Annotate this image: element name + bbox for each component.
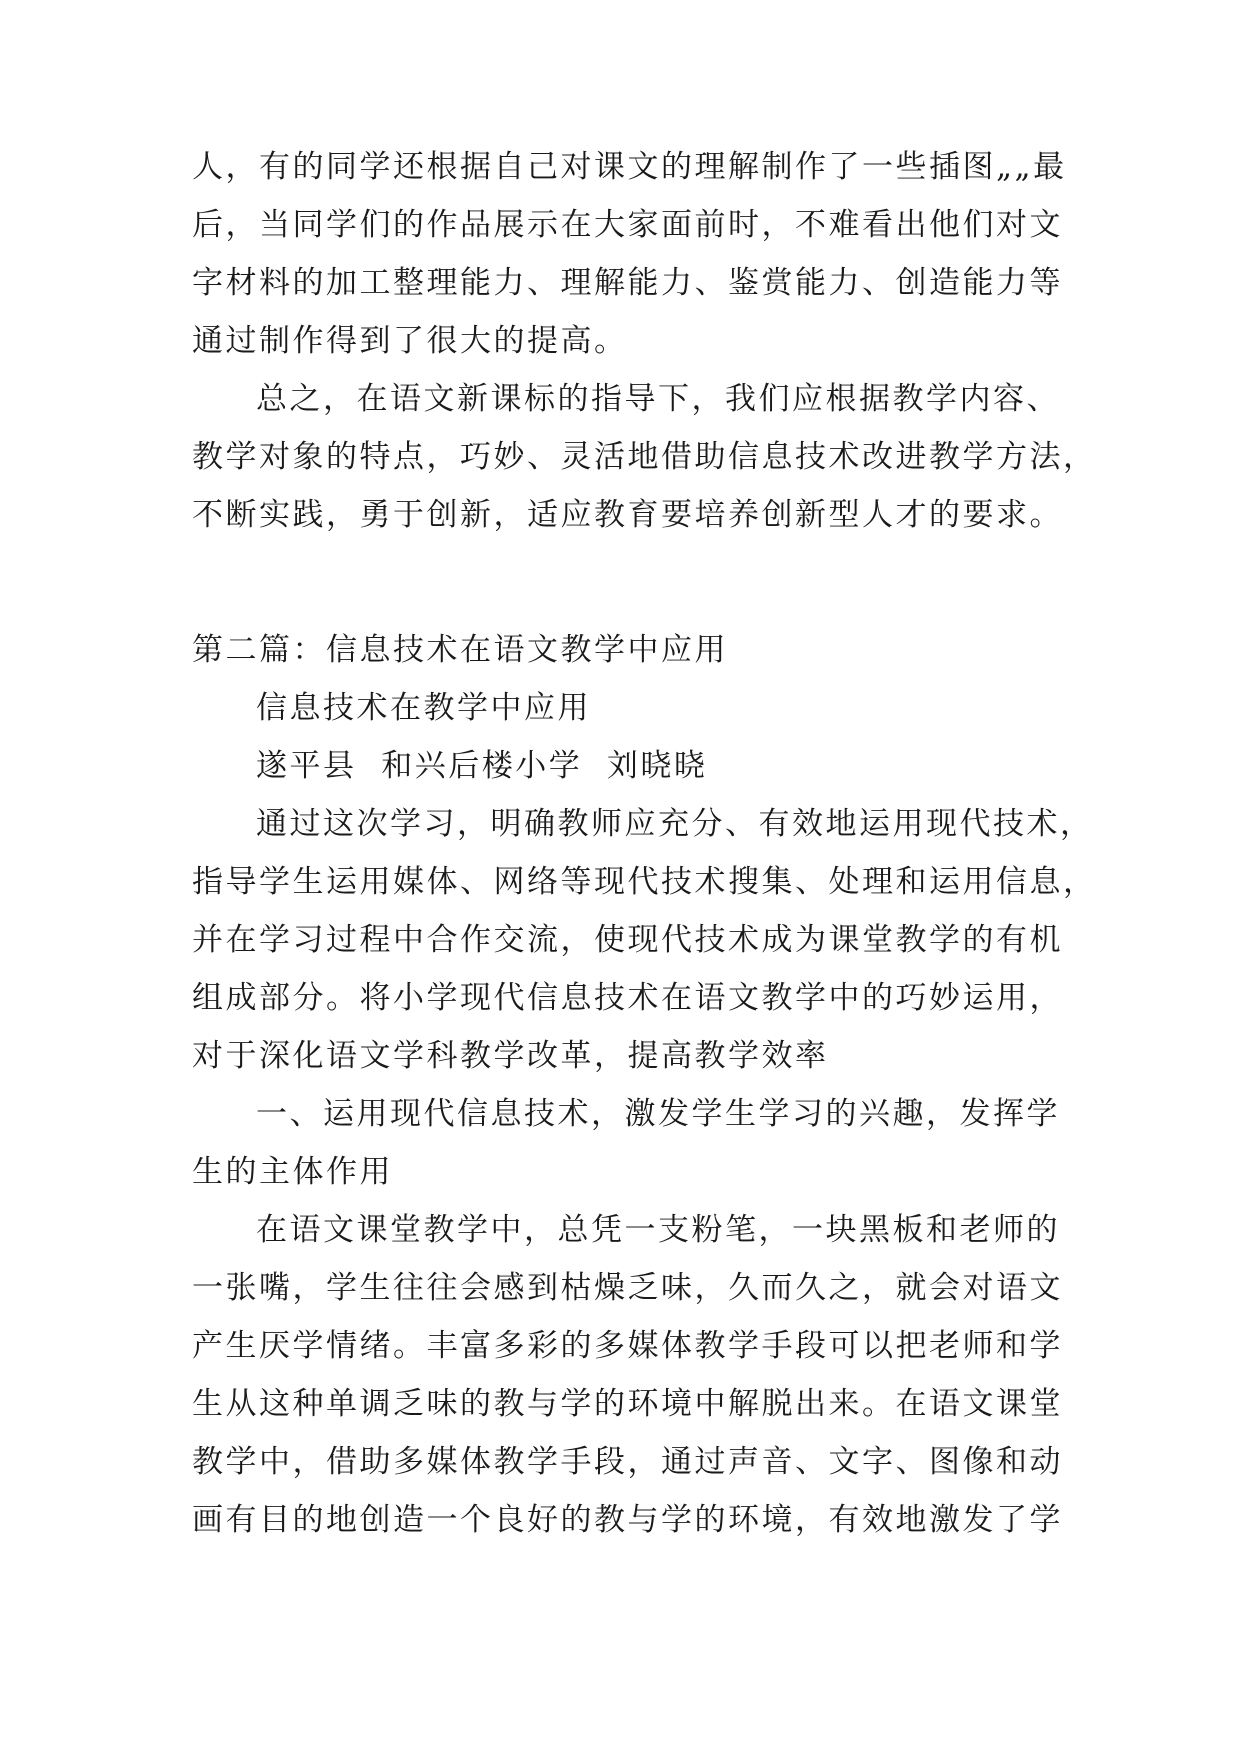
article-title: 信息技术在教学中应用	[256, 690, 591, 726]
section-heading: 第二篇：信息技术在语文教学中应用	[192, 632, 728, 668]
text-line: 教学对象的特点，巧妙、灵活地借助信息技术改进教学方法，	[192, 439, 1097, 475]
paragraph-body	[192, 1201, 1062, 1549]
text-line: 一张嘴，学生往往会感到枯燥乏味，久而久之，就会对语文	[192, 1270, 1063, 1306]
author-line: 遂平县 和兴后楼小学 刘晓晓	[256, 748, 708, 784]
text-line: 不断实践，勇于创新，适应教育要培养创新型人才的要求。	[192, 497, 1063, 533]
paragraph-intro	[192, 795, 1097, 1085]
text-line: 后，当同学们的作品展示在大家面前时，不难看出他们对文	[192, 207, 1063, 243]
text-line: 指导学生运用媒体、网络等现代技术搜集、处理和运用信息，	[192, 864, 1097, 900]
text-line: 总之，在语文新课标的指导下，我们应根据教学内容、	[256, 381, 1060, 417]
text-line: 生从这种单调乏味的教与学的环境中解脱出来。在语文课堂	[192, 1386, 1063, 1422]
text-line: 生的主体作用	[192, 1154, 393, 1190]
text-line: 通过这次学习，明确教师应充分、有效地运用现代技术，	[256, 806, 1094, 842]
subsection-heading	[192, 1085, 1062, 1201]
text-line: 教学中，借助多媒体教学手段，通过声音、文字、图像和动	[192, 1444, 1063, 1480]
text-line: 产生厌学情绪。丰富多彩的多媒体教学手段可以把老师和学	[192, 1328, 1063, 1364]
section-heading-block	[192, 621, 1062, 795]
text-line: 在语文课堂教学中，总凭一支粉笔，一块黑板和老师的	[256, 1212, 1060, 1248]
text-line: 一、运用现代信息技术，激发学生学习的兴趣，发挥学	[256, 1096, 1060, 1132]
text-line: 字材料的加工整理能力、理解能力、鉴赏能力、创造能力等	[192, 265, 1063, 301]
text-line: 对于深化语文学科教学改革，提高教学效率	[192, 1038, 829, 1074]
text-line: 组成部分。将小学现代信息技术在语文教学中的巧妙运用，	[192, 980, 1063, 1016]
paragraph-continued	[192, 138, 1067, 370]
paragraph-conclusion	[192, 370, 1097, 544]
text-line: 并在学习过程中合作交流，使现代技术成为课堂教学的有机	[192, 922, 1063, 958]
text-line: 通过制作得到了很大的提高。	[192, 323, 628, 359]
text-line: 画有目的地创造一个良好的教与学的环境，有效地激发了学	[192, 1502, 1063, 1538]
text-line: 人，有的同学还根据自己对课文的理解制作了一些插图„„最	[192, 149, 1067, 185]
